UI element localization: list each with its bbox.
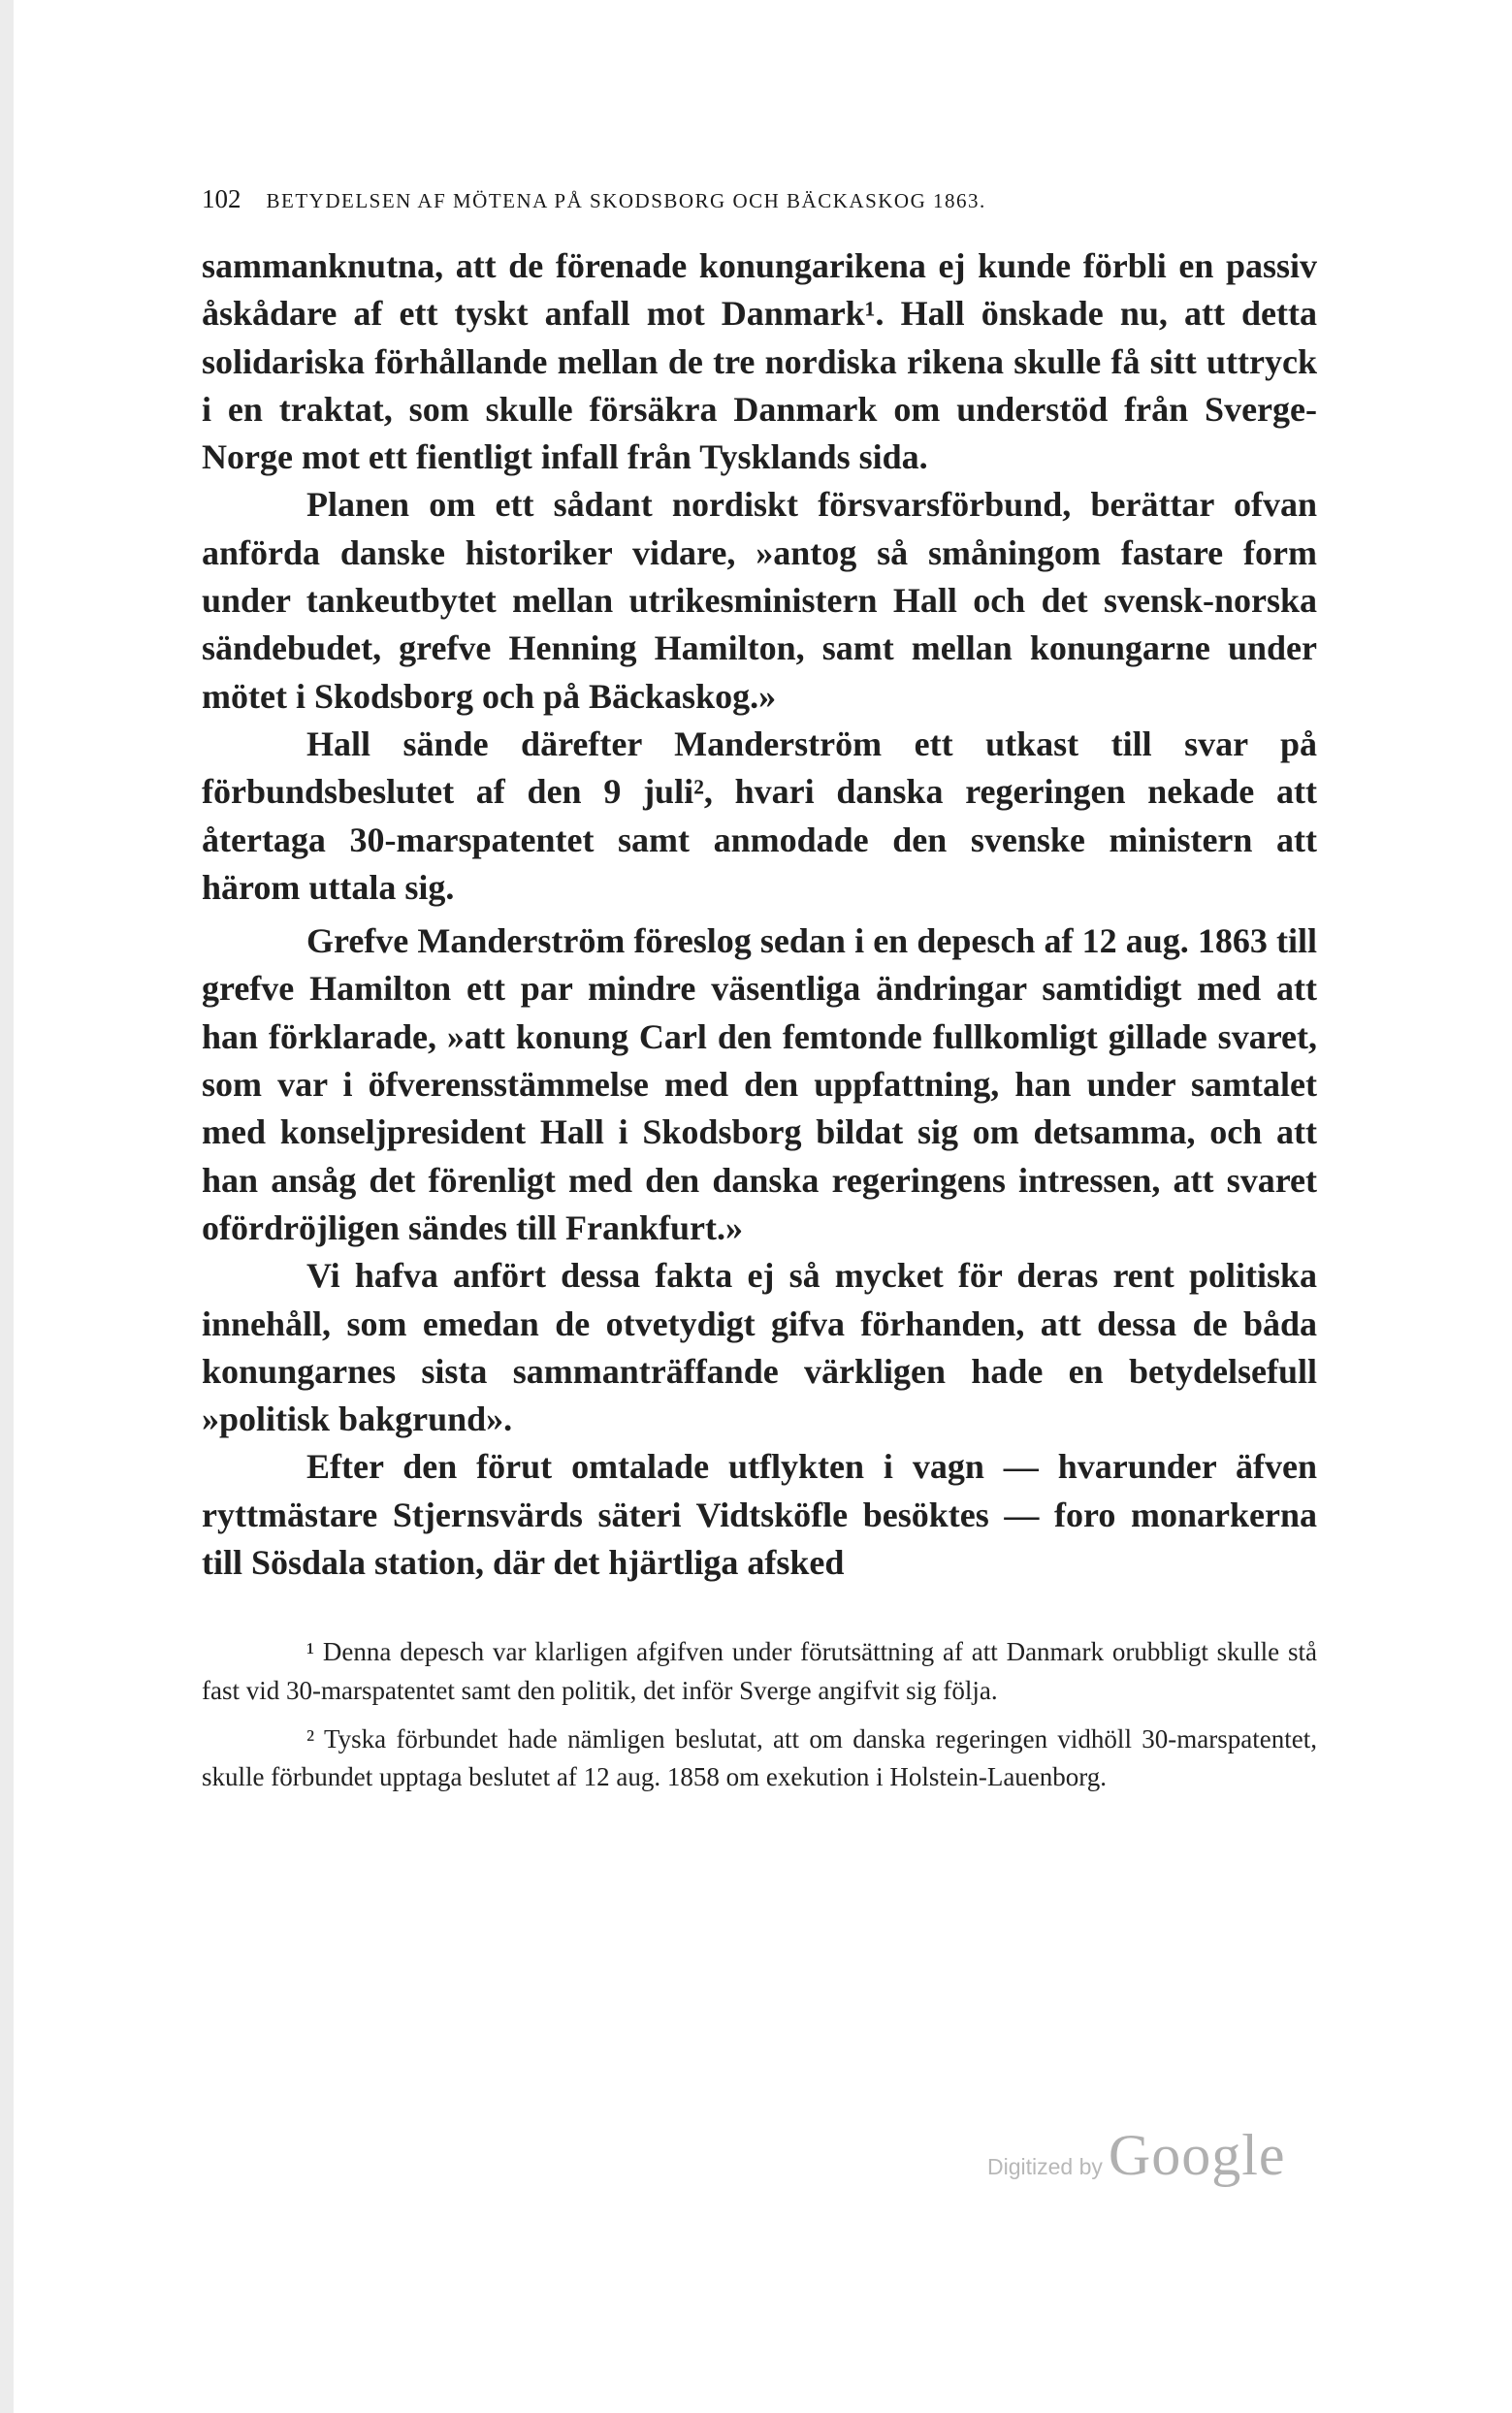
watermark-prefix: Digitized by: [987, 2154, 1103, 2179]
paragraph: Hall sände därefter Manderström ett utkast till svar på förbundsbeslutet af den 9 juli², hvari danska regeringen nekade att återtaga 30-marspatentet samt anmodade den svenske ministern att härom uttala sig.: [202, 724, 1317, 907]
scan-edge: [0, 0, 14, 2413]
page-number: 102: [202, 184, 241, 213]
paragraph: Vi hafva anfört dessa fakta ej så mycket för deras rent politiska innehåll, som emedan de otvetydigt gifva förhanden, att dessa de båda konungarnes sista sammanträffande värkligen hade en betydelsefull »politisk bakgrund».: [202, 1256, 1317, 1439]
footnote: ² Tyska förbundet hade nämligen beslutat, att om danska regeringen vidhöll 30-marspatentet, skulle förbundet upptaga beslutet af 12 aug. 1858 om exekution i Holstein-Lauenborg.: [202, 1723, 1317, 1792]
google-logo: Google: [1108, 2123, 1286, 2187]
digitized-watermark: [987, 2122, 1286, 2189]
running-title: BETYDELSEN AF MÖTENA PÅ SKODSBORG OCH BÄCKASKOG 1863.: [266, 189, 986, 212]
running-head: [202, 184, 1317, 217]
footnote: ¹ Denna depesch var klarligen afgifven under förutsättning af att Danmark orubbligt skulle stå fast vid 30-marspatentet samt den politik, det inför Sverge angifvit sig följa.: [202, 1637, 1317, 1706]
paragraph: Grefve Manderström föreslog sedan i en depesch af 12 aug. 1863 till grefve Hamilton ett par mindre väsentliga ändringar samtidigt med att han förklarade, »att konung Carl den femtonde fullkomligt gillade svaret, som var i öfverensstämmelse med den uppfattning, han under samtalet med konseljpresident Hall i Skodsborg bildat sig om detsamma, och att han ansåg det förenligt med den danska regeringens intressen, att svaret ofördröjligen sändes till Frankfurt.»: [202, 921, 1317, 1247]
paragraph: Planen om ett sådant nordiskt försvarsförbund, berättar ofvan anförda danske historiker vidare, »antog så småningom fastare form under tankeutbytet mellan utrikesministern Hall och det svensk-norska sändebudet, grefve Henning Hamilton, samt mellan konungarne under mötet i Skodsborg och på Bäckaskog.»: [202, 485, 1317, 716]
footnotes: [202, 1633, 1317, 1797]
book-page: [202, 184, 1317, 1797]
body-text: [202, 242, 1317, 1587]
paragraph: Efter den förut omtalade utflykten i vagn — hvarunder äfven ryttmästare Stjernsvärds säteri Vidtsköfle besöktes — foro monarkerna till Sösdala station, där det hjärtliga afsked: [202, 1447, 1317, 1583]
paragraph: sammanknutna, att de förenade konungarikena ej kunde förbli en passiv åskådare af ett tyskt anfall mot Danmark¹. Hall önskade nu, att detta solidariska förhållande mellan de tre nordiska rikena skulle få sitt uttryck i en traktat, som skulle försäkra Danmark om understöd från Sverge-Norge mot ett fientligt infall från Tysklands sida.: [202, 246, 1317, 477]
